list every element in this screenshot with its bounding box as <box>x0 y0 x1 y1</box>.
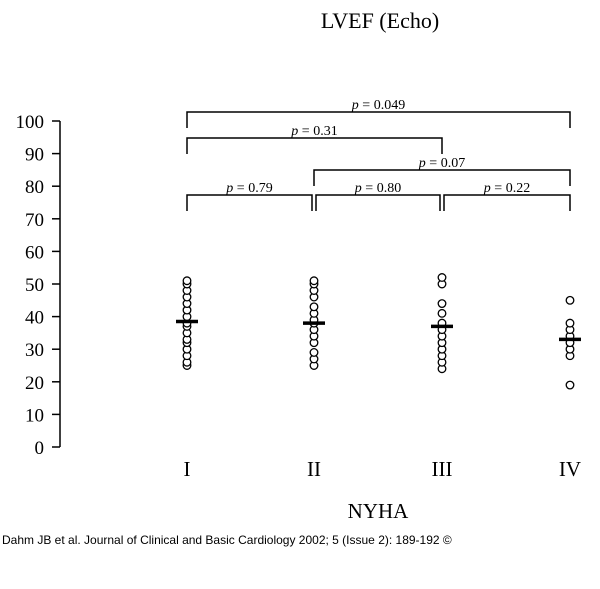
y-axis <box>16 112 61 459</box>
comparison-bracket <box>316 195 440 211</box>
y-tick-label: 60 <box>25 242 44 264</box>
x-tick-label: I <box>183 457 191 481</box>
p-value-label: p = 0.80 <box>354 181 402 196</box>
p-value-label: p = 0.049 <box>351 98 406 113</box>
y-tick-label: 40 <box>25 307 44 329</box>
p-value-label: p = 0.07 <box>418 156 466 171</box>
data-point <box>438 274 446 282</box>
p-value-label: p = 0.22 <box>483 181 531 196</box>
data-point <box>310 349 318 357</box>
comparison-bracket <box>314 170 570 186</box>
data-point <box>183 277 191 285</box>
x-tick-label: IV <box>558 457 582 481</box>
data-point <box>566 381 574 389</box>
comparison-bracket <box>444 195 570 211</box>
y-tick-label: 0 <box>34 438 44 459</box>
data-point <box>438 310 446 318</box>
mean-markers <box>176 321 581 339</box>
data-points <box>183 274 574 389</box>
y-tick-label: 90 <box>25 144 44 166</box>
data-point <box>310 277 318 285</box>
chart-title: LVEF (Echo) <box>320 8 440 33</box>
y-tick-label: 50 <box>25 275 44 296</box>
citation-footer: Dahm JB et al. Journal of Clinical and Basic Cardiology 2002; 5 (Issue 2): 189-192 © <box>2 533 452 547</box>
data-point <box>310 303 318 311</box>
p-value-label: p = 0.31 <box>291 124 338 139</box>
x-tick-label: II <box>307 457 321 481</box>
comparison-bracket <box>187 112 570 128</box>
data-point <box>438 300 446 308</box>
x-axis-categories <box>184 457 582 481</box>
y-tick-label: 20 <box>25 372 44 394</box>
p-value-label: p = 0.79 <box>226 181 273 196</box>
x-axis-label: NYHA <box>347 499 409 523</box>
y-tick-label: 100 <box>15 112 44 133</box>
y-tick-label: 80 <box>25 177 44 199</box>
y-tick-label: 30 <box>25 340 44 362</box>
comparison-bracket <box>187 195 312 211</box>
comparison-bracket <box>187 138 442 154</box>
data-point <box>566 297 574 305</box>
data-point <box>566 319 574 327</box>
comparison-brackets <box>187 98 570 211</box>
x-tick-label: III <box>431 457 453 481</box>
y-tick-label: 10 <box>25 405 44 427</box>
y-tick-label: 70 <box>25 209 44 231</box>
